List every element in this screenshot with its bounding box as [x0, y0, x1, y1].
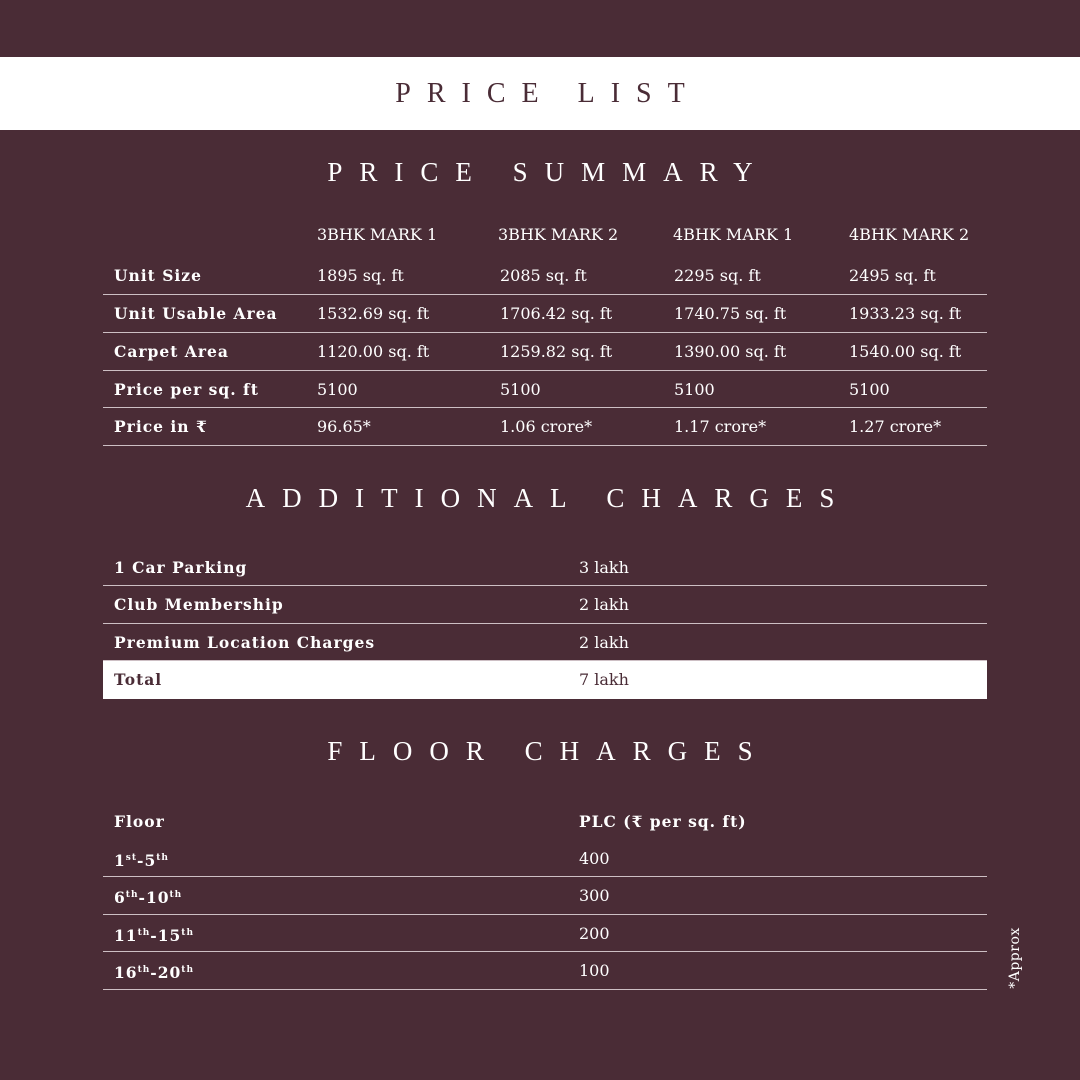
table-cell: 2085 sq. ft: [500, 266, 587, 285]
table-row: [103, 371, 987, 408]
price-list-banner: [0, 57, 1080, 130]
table-cell: 1740.75 sq. ft: [674, 304, 787, 323]
column-header: 4BHK MARK 1: [673, 225, 794, 244]
additional-charges-title: ADDITIONAL CHARGES: [245, 483, 852, 513]
table-cell: 100: [579, 961, 610, 980]
table-cell: 1706.42 sq. ft: [500, 304, 613, 323]
page-title: PRICE LIST: [395, 77, 701, 109]
total-label: Total: [114, 670, 163, 689]
column-header: 3BHK MARK 1: [317, 225, 438, 244]
table-cell: 1.17 crore*: [674, 417, 767, 436]
table-cell: 1540.00 sq. ft: [849, 342, 962, 361]
table-cell: 200: [579, 924, 610, 943]
table-row: [103, 408, 987, 446]
table-cell: 5100: [500, 380, 541, 399]
table-row: [103, 915, 987, 952]
row-label: Carpet Area: [114, 342, 229, 361]
table-cell: 1532.69 sq. ft: [317, 304, 430, 323]
table-cell: 1259.82 sq. ft: [500, 342, 613, 361]
table-row: [103, 586, 987, 624]
table-cell: 2495 sq. ft: [849, 266, 936, 285]
total-row: [103, 661, 987, 699]
table-row: [103, 295, 987, 333]
table-cell: 400: [579, 849, 610, 868]
table-cell: 3 lakh: [579, 558, 629, 577]
table-cell: 5100: [317, 380, 358, 399]
table-cell: 1933.23 sq. ft: [849, 304, 962, 323]
table-cell: 300: [579, 886, 610, 905]
approx-footnote: *Approx: [1007, 927, 1023, 989]
table-cell: 1.06 crore*: [500, 417, 593, 436]
table-cell: 5100: [674, 380, 715, 399]
row-label: Price in ₹: [114, 417, 208, 436]
total-value: 7 lakh: [579, 670, 629, 689]
table-row: [103, 952, 987, 990]
floor-range: 6th-10th: [114, 888, 183, 907]
table-cell: 1390.00 sq. ft: [674, 342, 787, 361]
table-cell: 2295 sq. ft: [674, 266, 761, 285]
table-cell: 1895 sq. ft: [317, 266, 404, 285]
table-cell: 2 lakh: [579, 633, 629, 652]
table-row: [103, 257, 987, 295]
table-cell: 96.65*: [317, 417, 371, 436]
table-row: [103, 877, 987, 915]
row-label: Price per sq. ft: [114, 380, 259, 399]
column-header: 4BHK MARK 2: [849, 225, 970, 244]
table-row: [103, 333, 987, 371]
table-cell: 2 lakh: [579, 595, 629, 614]
row-label: Unit Size: [114, 266, 202, 285]
row-label: Premium Location Charges: [114, 633, 376, 652]
table-cell: 1120.00 sq. ft: [317, 342, 430, 361]
column-header: 3BHK MARK 2: [498, 225, 619, 244]
price-summary-header-row: [103, 216, 987, 253]
price-summary-title: PRICE SUMMARY: [327, 157, 770, 187]
column-header: Floor: [114, 812, 165, 831]
table-cell: 5100: [849, 380, 890, 399]
table-row: [103, 624, 987, 661]
floor-charges-title: FLOOR CHARGES: [327, 736, 770, 766]
row-label: Club Membership: [114, 595, 284, 614]
floor-header-row: [103, 803, 987, 840]
table-cell: 1.27 crore*: [849, 417, 942, 436]
floor-range: 11th-15th: [114, 926, 194, 945]
row-label: 1 Car Parking: [114, 558, 248, 577]
row-label: Unit Usable Area: [114, 304, 278, 323]
floor-range: 1st-5th: [114, 851, 169, 870]
column-header: PLC (₹ per sq. ft): [579, 812, 747, 831]
floor-range: 16th-20th: [114, 963, 194, 982]
table-row: [103, 840, 987, 877]
table-row: [103, 549, 987, 586]
